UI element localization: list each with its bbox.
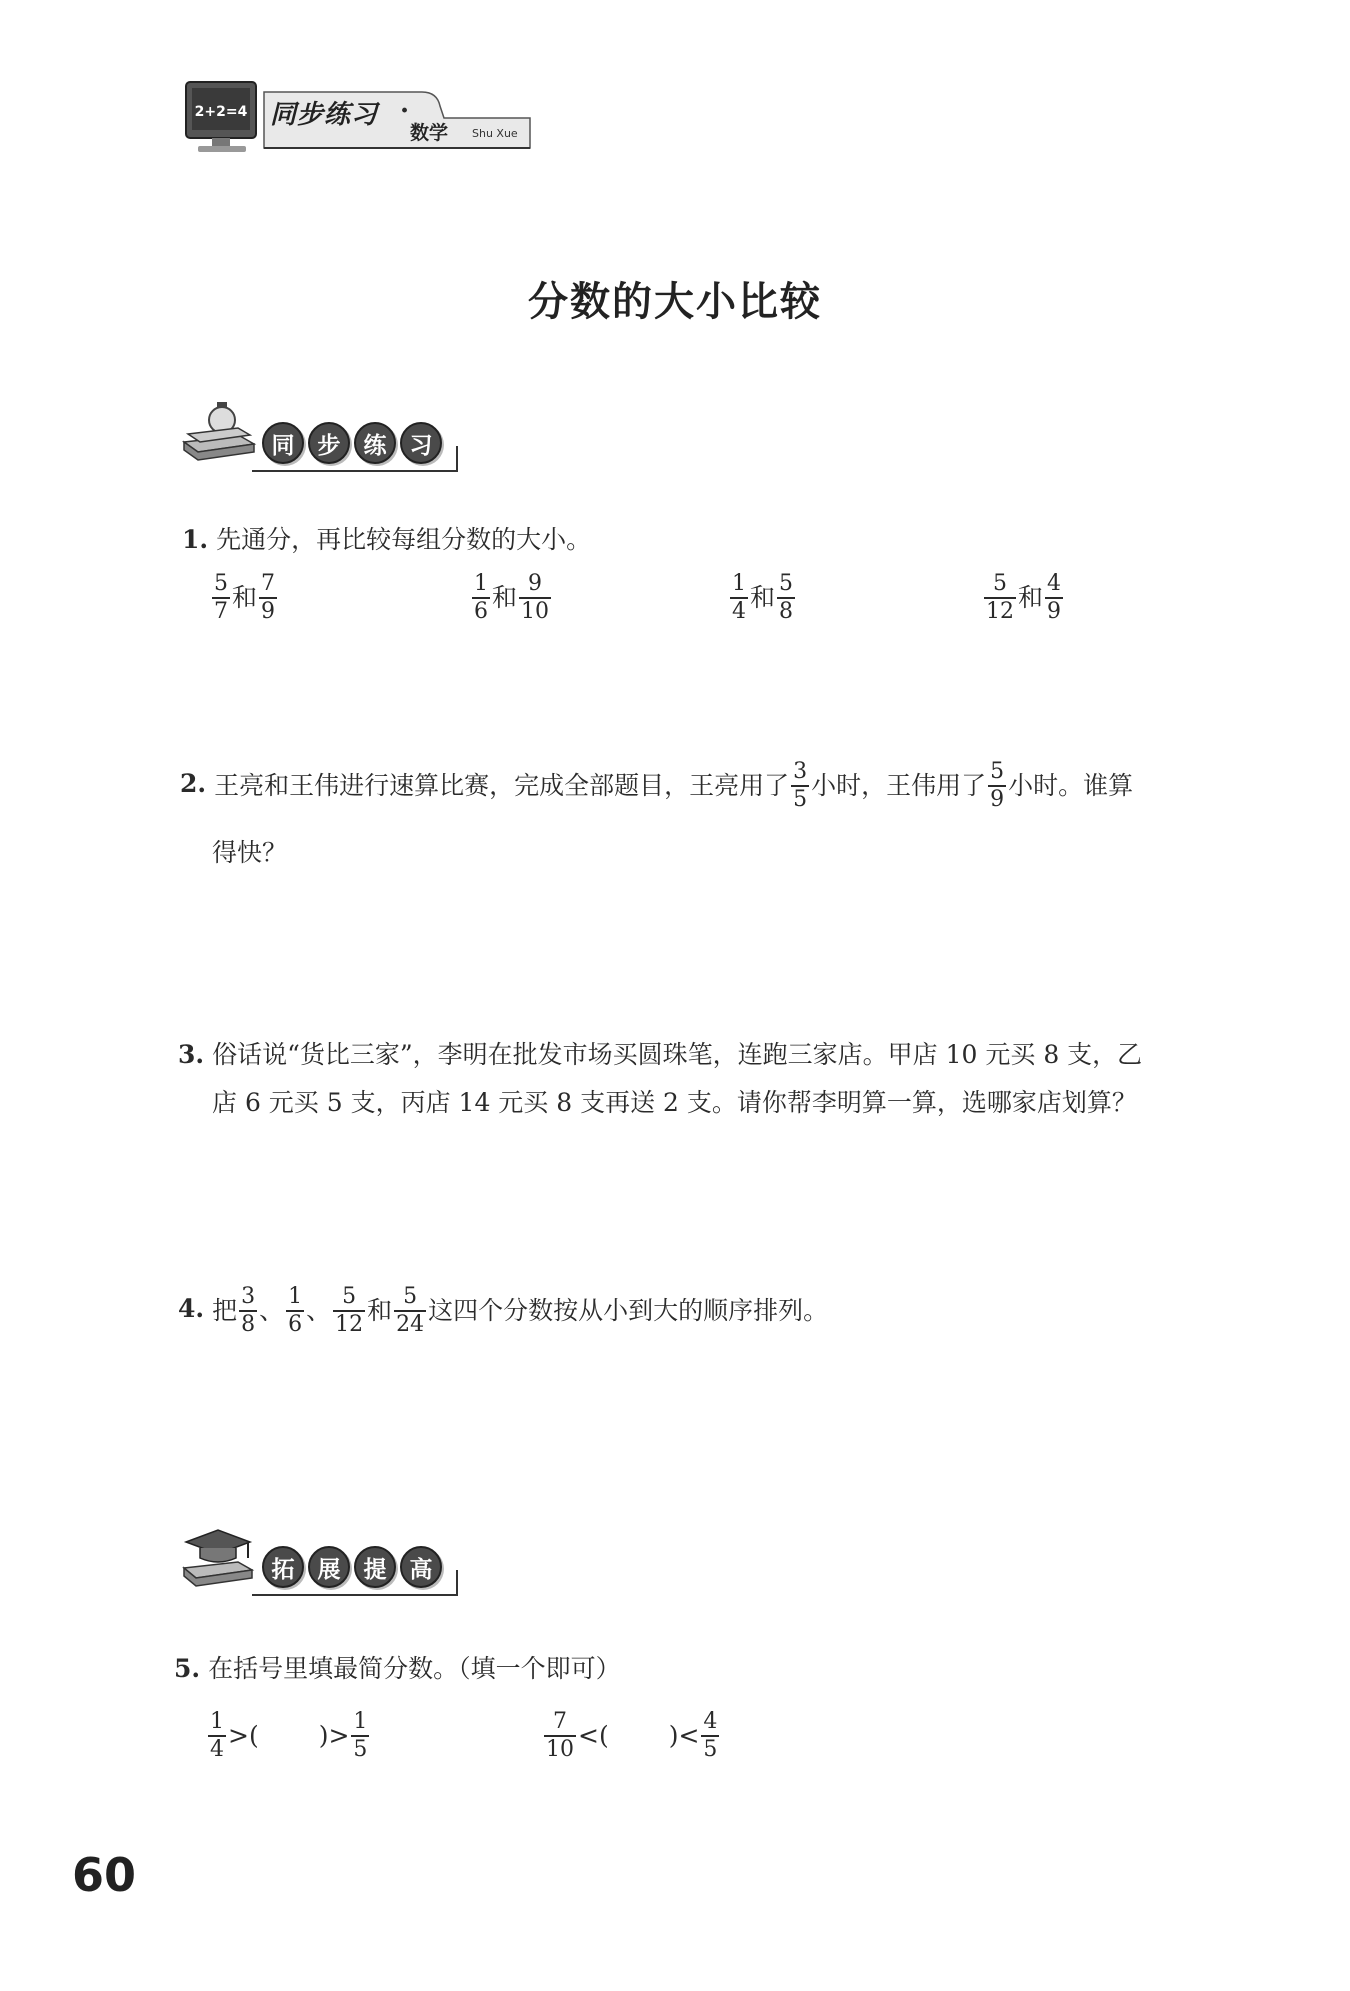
fraction: $\frac{5}{24}$ [396, 1284, 425, 1337]
q1-pair-4: $\frac{5}{12}$ 和 $\frac{4}{9}$ [986, 571, 1062, 624]
question-number: 4. [178, 1294, 205, 1324]
fraction: $\frac{7}{10}$ [546, 1709, 574, 1762]
question-4: 4. 把 $\frac{3}{8}$ 、 $\frac{1}{6}$ 、 $\frac{5}{12}$ 和 $\frac{5}{24}$ 这四个分数按从小到大的顺序排列。 [178, 1284, 829, 1337]
header-dot: · [400, 96, 410, 126]
graduation-cap-books-icon [178, 1528, 256, 1590]
section-extension-badge [262, 1544, 462, 1594]
fraction: $\frac{1}{4}$ [210, 1709, 224, 1762]
q1-pair-3: $\frac{1}{4}$ 和 $\frac{5}{8}$ [732, 571, 794, 624]
fraction: $\frac{5}{8}$ [779, 571, 794, 624]
q5-inequality-2: $\frac{7}{10}$ <( )< $\frac{4}{5}$ [546, 1709, 718, 1762]
books-bulb-icon [180, 400, 258, 462]
question-3-line-2: 店 6 元买 5 支，丙店 14 元买 8 支再送 2 支。请你帮李明算一算，选哪家店划算？ [212, 1088, 1137, 1117]
series-title: 同步练习 [270, 100, 379, 130]
fraction: $\frac{5}{12}$ [335, 1284, 364, 1337]
question-text: 在括号里填最简分数。（填一个即可） [208, 1654, 621, 1683]
section-rule-tick [456, 1570, 458, 1596]
monitor-icon [182, 78, 264, 158]
q1-pair-1: $\frac{5}{7}$ 和 $\frac{7}{9}$ [214, 571, 276, 624]
fraction: $\frac{1}{5}$ [353, 1709, 368, 1762]
badge-char: 提 [354, 1546, 396, 1588]
question-text: 先通分，再比较每组分数的大小。 [216, 525, 592, 554]
question-number: 3. [178, 1040, 205, 1069]
fraction: $\frac{3}{8}$ [241, 1284, 256, 1337]
subject-label: 数学 [410, 122, 449, 144]
question-1 [182, 525, 591, 555]
badge-char: 练 [354, 422, 396, 464]
badge-char: 步 [308, 422, 350, 464]
badge-char: 展 [308, 1546, 350, 1588]
page-number: 60 [72, 1848, 137, 1902]
section-rule-tick [456, 446, 458, 472]
badge-char: 拓 [262, 1546, 304, 1588]
section-rule [252, 1594, 458, 1596]
question-3 [178, 1040, 1142, 1070]
fraction: $\frac{1}{4}$ [732, 571, 746, 624]
fraction: $\frac{3}{5}$ [793, 759, 808, 812]
question-number: 1. [182, 525, 209, 554]
question-2: 2. 王亮和王伟进行速算比赛，完成全部题目，王亮用了 $\frac{3}{5}$ 小时，王伟用了 $\frac{5}{9}$ 小时。谁算 [180, 759, 1134, 812]
section-rule [252, 470, 458, 472]
question-2-line-2: 得快？ [212, 838, 288, 867]
fraction: $\frac{1}{6}$ [288, 1284, 303, 1337]
question-5 [174, 1654, 621, 1684]
fraction: $\frac{5}{9}$ [990, 759, 1005, 812]
subject-pinyin: Shu Xue [472, 127, 518, 140]
fraction: $\frac{4}{5}$ [703, 1709, 718, 1762]
fraction: $\frac{9}{10}$ [521, 571, 550, 624]
badge-char: 习 [400, 422, 442, 464]
question-number: 2. [180, 769, 207, 799]
fraction: $\frac{7}{9}$ [261, 571, 276, 624]
section-practice-badge [262, 420, 462, 470]
question-text: 俗话说“货比三家”，李明在批发市场买圆珠笔，连跑三家店。甲店 10 元买 8 支，乙 [212, 1040, 1143, 1069]
badge-char: 高 [400, 1546, 442, 1588]
fraction: $\frac{4}{9}$ [1047, 571, 1062, 624]
question-number: 5. [174, 1654, 201, 1683]
monitor-text: 2+2=4 [194, 104, 248, 120]
fraction: $\frac{1}{6}$ [474, 571, 488, 624]
fraction: $\frac{5}{7}$ [214, 571, 228, 624]
q1-pair-2: $\frac{1}{6}$ 和 $\frac{9}{10}$ [474, 571, 550, 624]
badge-char: 同 [262, 422, 304, 464]
page-title: 分数的大小比较 [528, 279, 822, 325]
q5-inequality-1: $\frac{1}{4}$ >( )> $\frac{1}{5}$ [210, 1709, 368, 1762]
fraction: $\frac{5}{12}$ [986, 571, 1014, 624]
